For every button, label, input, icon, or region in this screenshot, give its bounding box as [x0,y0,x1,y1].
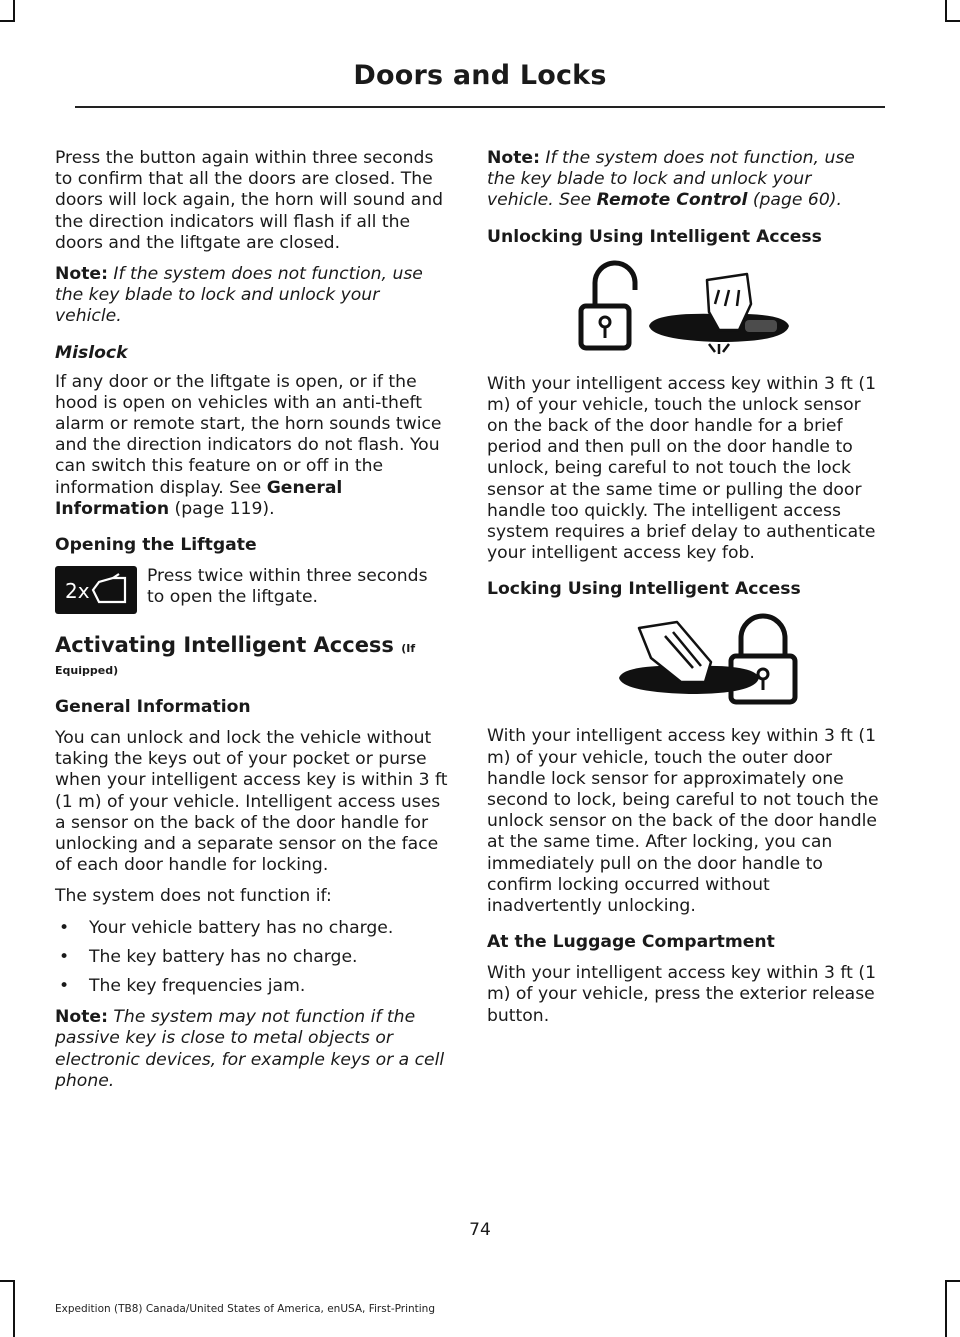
general-information-link[interactable]: General Information [55,477,343,519]
general-information-heading: General Information [55,697,251,718]
remote-control-link[interactable]: Remote Control [596,190,748,211]
bullet-list [55,918,448,998]
note [55,264,448,328]
note-body: If the system does not function, use the key blade to lock and unlock your vehicle. [55,264,423,327]
section-subtitle: Equipped) [55,664,119,678]
crop-mark [13,1280,15,1337]
crop-mark [0,20,14,22]
list-item: • The key battery has no charge. [55,947,448,968]
unlocked-padlock-icon [581,263,635,348]
unlock-paragraph: With your intelligent access key within 3 ft (1 m) of your vehicle, touch the unlock sensor on the back of the door handle for a brief period and then pull on the door handle to unlock, being careful to not touch the lock sensor at the same time or pulling the door handle too quickly. The intelligent access system requires a brief delay to authenticate your intelligent access key fob. [487,373,877,564]
page-title: Doors and Locks [353,60,607,91]
footer-text: Expedition (TB8) Canada/United States of America, enUSA, First-Printing [55,1303,436,1315]
page-reference: (page 60). [752,190,842,211]
lock-illustration [487,610,880,710]
left-column [55,148,448,1102]
header-divider [75,106,885,108]
mislock-text: If any door or the liftgate is open, or if the hood is open on vehicles with an anti-theft alarm or remote start, the horn sounds twice and the direction indicators do not flash. You can switch this feature on or off in the information display. See [55,371,442,498]
hand-icon [707,274,751,354]
lock-heading: Locking Using Intelligent Access [487,579,801,600]
luggage-paragraph: With your intelligent access key within 3 ft (1 m) of your vehicle, press the exterior release button. [487,963,877,1026]
note-body: The system may not function if the passive key is close to metal objects or electronic devices, for example keys or a cell phone. [55,1007,445,1091]
general-paragraph: You can unlock and lock the vehicle without taking the keys out of your pocket or purse when your intelligent access key is within 3 ft (1 m) of your vehicle. Intelligent access uses a sensor on the back of the door handle for unlocking and a separate sensor on the face of each door handle for locking. [55,728,448,876]
note [487,148,880,212]
mislock-heading: Mislock [55,342,128,363]
lock-paragraph: With your intelligent access key within 3 ft (1 m) of your vehicle, touch the outer door handle lock sensor for approximately one second to lock, being careful to not touch the unlock sensor on the back of the door handle at the same time. After locking, you can immediately pull on the door handle to confirm locking occurred without inadvertently unlocking. [487,726,879,917]
note-label: Note: [55,264,108,285]
note-label: Note: [487,148,540,168]
liftgate-heading: Opening the Liftgate [55,535,257,556]
right-column [487,148,880,1037]
crop-mark [945,0,947,22]
crop-mark [946,20,960,22]
not-function-intro: The system does not function if: [55,886,332,907]
liftgate-button-icon [55,566,137,614]
crop-mark [945,1280,947,1337]
note-label: Note: [55,1007,108,1028]
mislock-paragraph [55,372,448,520]
liftgate-instruction [55,566,448,614]
list-item: • The key frequencies jam. [55,976,448,997]
unlock-illustration [487,258,880,358]
liftgate-text: Press twice within three seconds to open the liftgate. [147,566,428,608]
luggage-heading: At the Luggage Compartment [487,932,775,953]
note-body: If the system does not function, use the key blade to lock and unlock your vehicle. See [487,148,855,211]
list-item: • Your vehicle battery has no charge. [55,918,448,939]
page-reference: (page 119). [174,498,275,519]
crop-mark [0,1280,14,1282]
note [55,1007,448,1092]
crop-mark [13,0,15,22]
liftgate-icon-label: 2x [65,579,90,604]
crop-mark [946,1280,960,1282]
unlock-heading: Unlocking Using Intelligent Access [487,226,822,247]
paragraph: Press the button again within three seconds to confirm that all the doors are closed. The doors will lock again, the horn will sound and the direction indicators will flash if all the doors and the liftgate are closed. [55,148,444,253]
section-title: Activating Intelligent Access (If [55,633,416,658]
page-number: 74 [469,1220,491,1240]
